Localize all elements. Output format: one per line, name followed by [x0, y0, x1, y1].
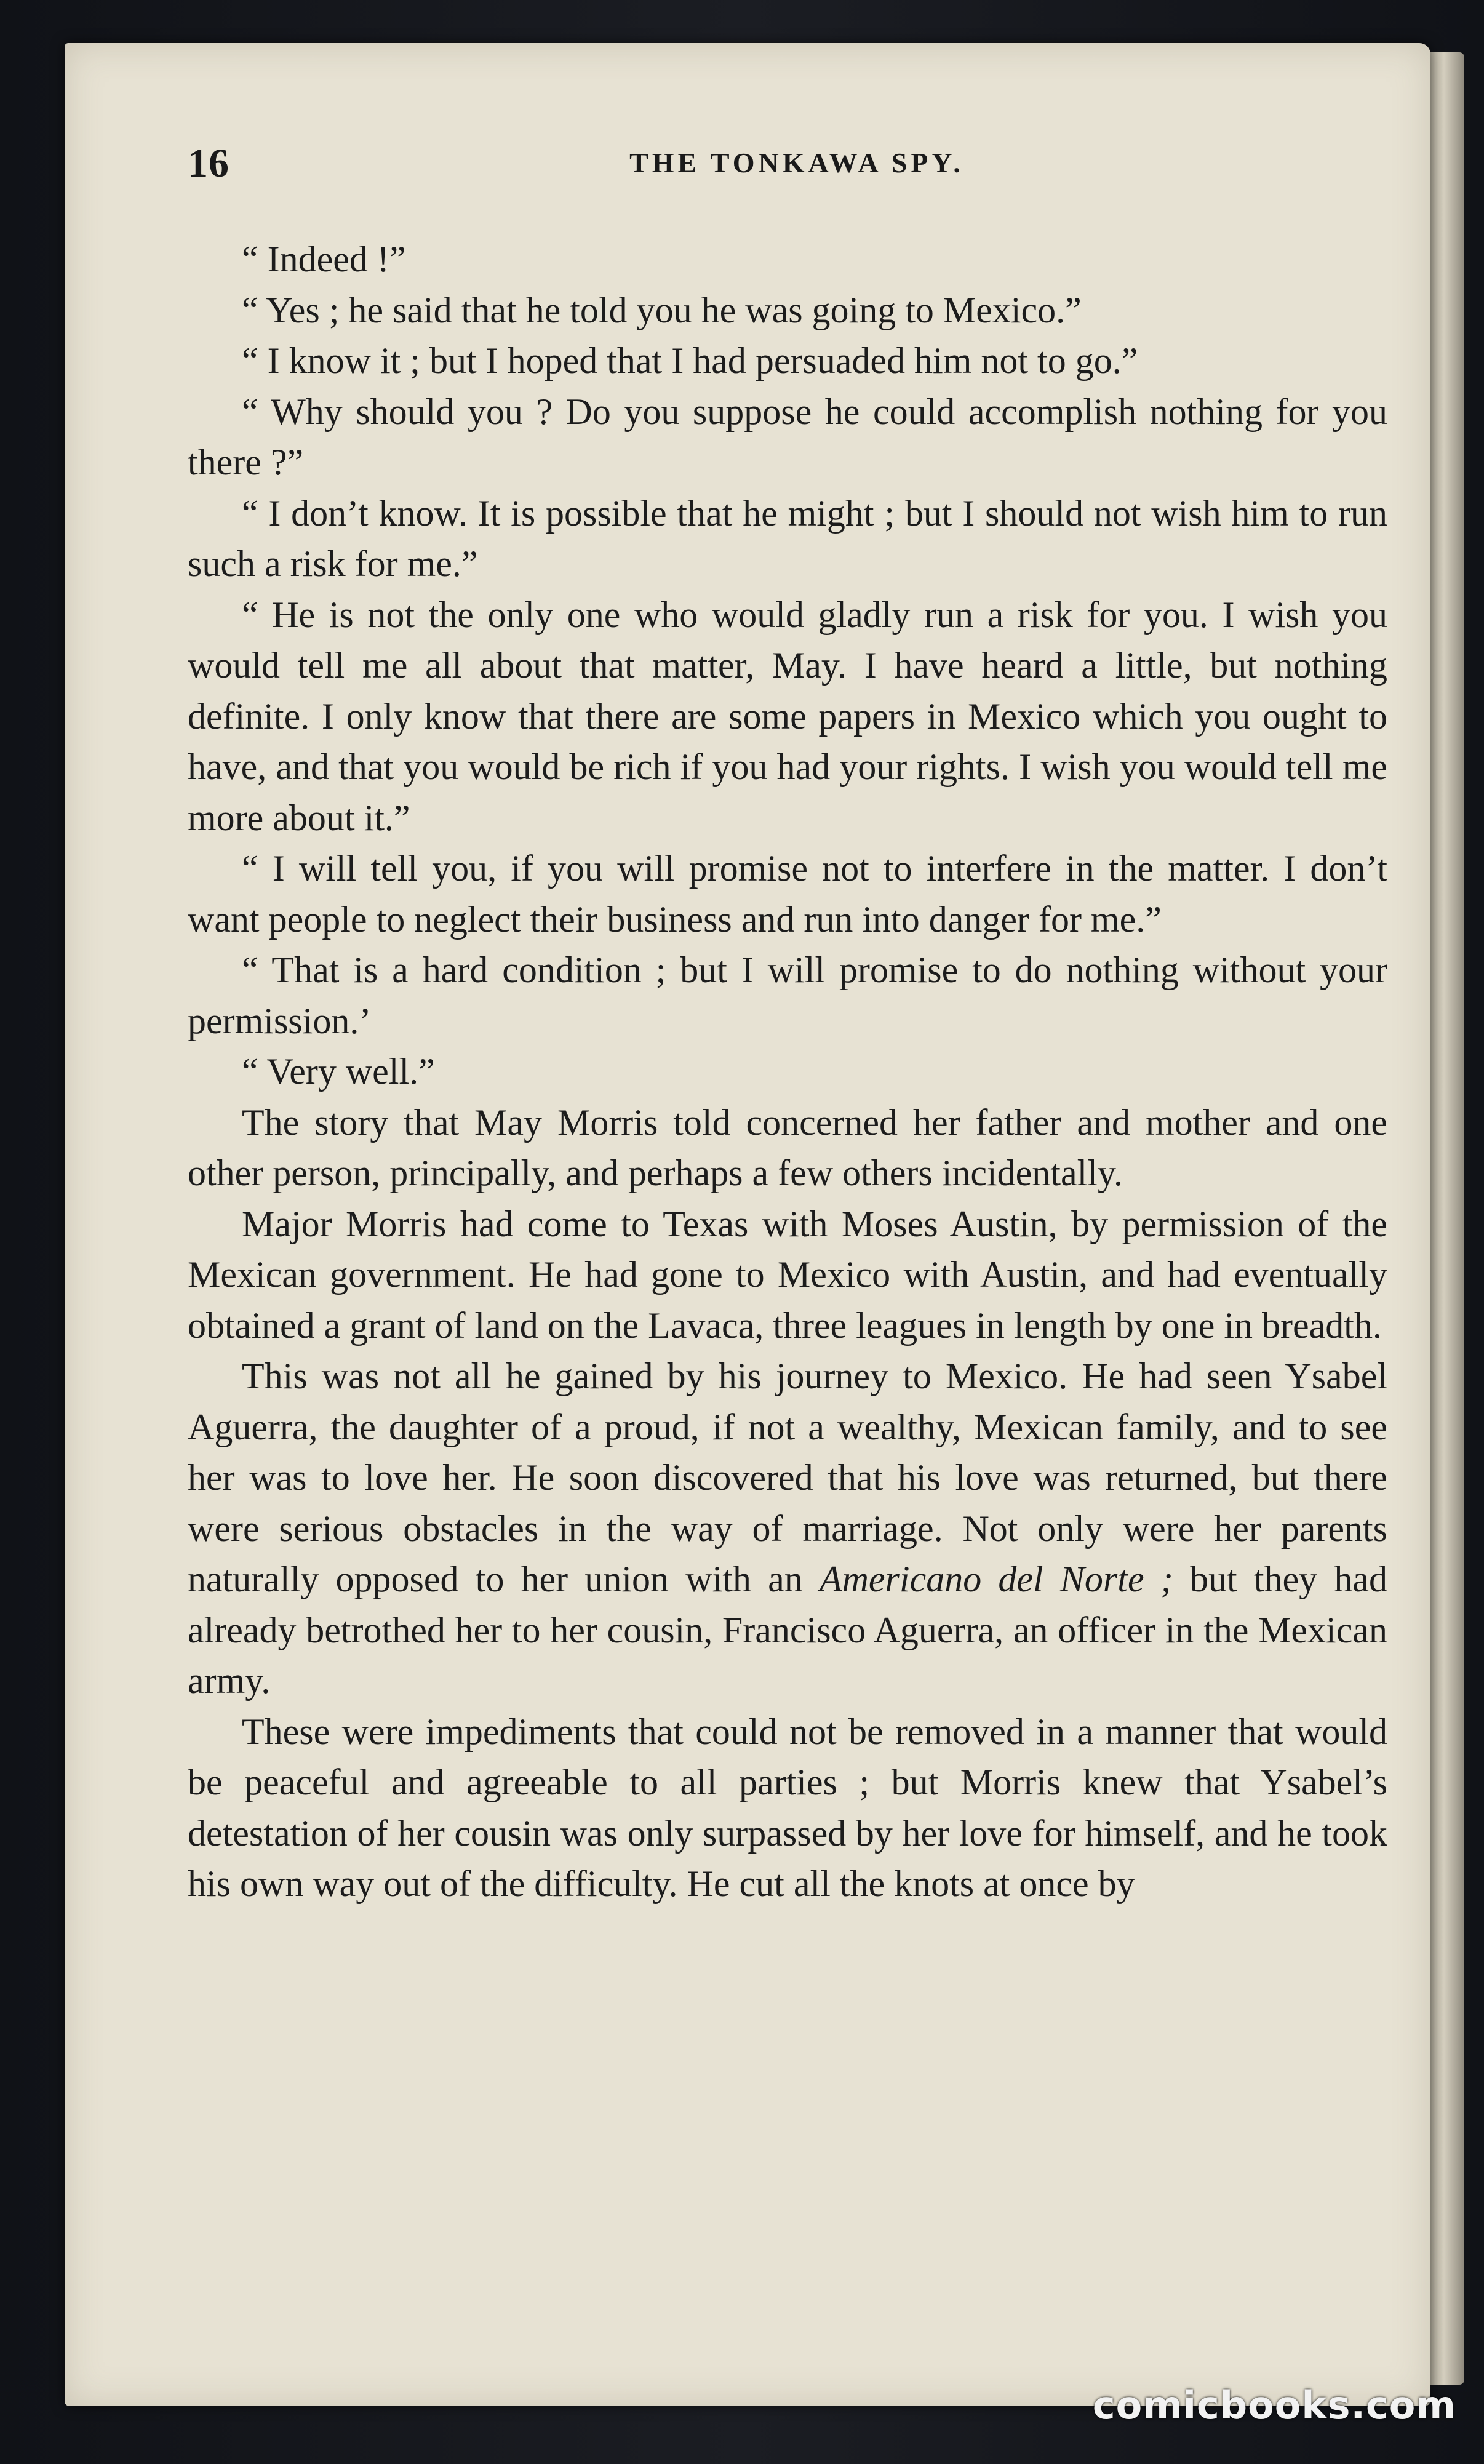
paragraph: The story that May Morris told concerned her father and mother and one other person, principally, and perhaps a few others incidentally. [188, 1102, 1387, 1193]
paragraph: “ I don’t know. It is possible that he might ; but I should not wish him to run such a risk for me.” [188, 492, 1387, 584]
body-text [188, 234, 1387, 1910]
paragraph [188, 1351, 1387, 1706]
running-title: THE TONKAWA SPY. [629, 147, 964, 178]
paragraph: “ Why should you ? Do you suppose he could accomplish nothing for you there ?” [188, 391, 1387, 482]
paragraph: Major Morris had come to Texas with Moses Austin, by permission of the Mexican government. He had gone to Mexico with Austin, and had eventually obtained a grant of land on the Lavaca, three leagues in length by one in breadth. [188, 1203, 1387, 1346]
site-watermark: comicbooks.com [1092, 2383, 1456, 2428]
page-number: 16 [188, 141, 229, 186]
running-header [188, 140, 1406, 190]
paragraph: “ That is a hard condition ; but I will promise to do nothing without your permission.’ [188, 950, 1387, 1041]
paragraph: “ Indeed !” [242, 239, 406, 279]
paragraph: “ I know it ; but I hoped that I had persuaded him not to go.” [242, 340, 1138, 381]
paragraph: “ Yes ; he said that he told you he was going to Mexico.” [242, 289, 1082, 330]
text-run: but they had already betrothed her to her cousin, Francisco Aguerra, an officer in the Mexican army. [188, 1559, 1388, 1701]
italic-phrase: Americano del Norte ; [819, 1559, 1173, 1599]
page-edge [1430, 52, 1464, 2385]
paragraph: “ I will tell you, if you will promise not to interfere in the matter. I don’t want people to neglect their business and run into danger for me.” [188, 848, 1387, 940]
paragraph: These were impediments that could not be removed in a manner that would be peaceful and agreeable to all parties ; but Morris knew that Ysabel’s detestation of her cousin was only surpassed by her love for himself, and he took his own way out of the difficulty. He cut all the knots at once by [188, 1711, 1387, 1904]
text-run: This was not all he gained by his journey to Mexico. He had seen Ysabel Aguerra, the daughter of a proud, if not a wealthy, Mexican family, and to see her was to love her. He soon discovered that his love was returned, but there were serious obstacles in the way of marriage. Not only were her parents naturally opposed to her union with an [188, 1356, 1387, 1599]
paragraph: “ He is not the only one who would gladly run a risk for you. I wish you would tell me all about that matter, May. I have heard a little, but nothing definite. I only know that there are some papers in Mexico which you ought to have, and that you would be rich if you had your rights. I wish you would tell me more about it.” [188, 594, 1387, 838]
paragraph: “ Very well.” [242, 1051, 435, 1092]
